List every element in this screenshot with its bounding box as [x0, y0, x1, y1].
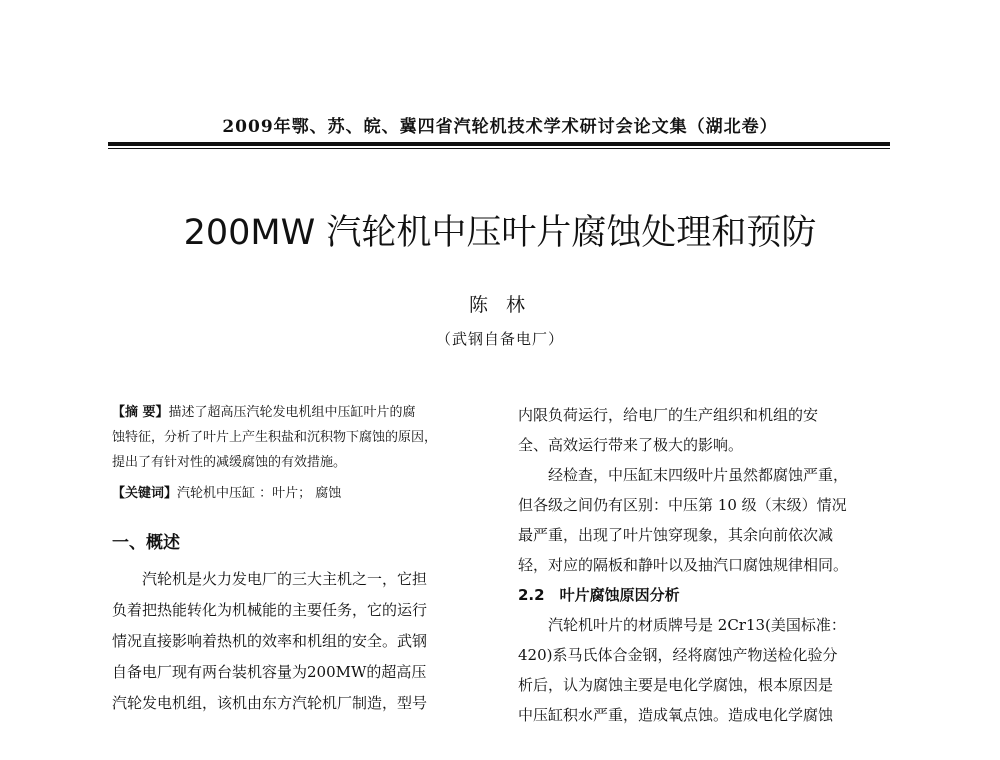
- paper-title: 200MW 汽轮机中压叶片腐蚀处理和预防: [183, 213, 817, 253]
- left-column: [112, 400, 492, 719]
- header-rule-thick: [108, 142, 890, 146]
- keywords-label: 【关键词】: [112, 486, 178, 501]
- body-line: 自备电厂现有两台装机容量为200MW的超高压: [112, 663, 427, 681]
- abstract-line: 蚀特征，分析了叶片上产生积盐和沉积物下腐蚀的原因，: [112, 430, 438, 445]
- subsection-heading: 2.2 叶片腐蚀原因分析: [518, 586, 680, 604]
- abstract-label: 【摘 要】: [112, 405, 169, 420]
- header-rule-thin: [108, 148, 890, 149]
- abstract-line: 提出了有针对性的减缓腐蚀的有效措施。: [112, 455, 347, 470]
- body-line: 但各级之间仍有区别：中压第 10 级（末级）情况: [518, 496, 847, 514]
- keywords-text: 汽轮机中压缸 ：叶片； 腐蚀: [177, 486, 342, 501]
- body-line: 全、高效运行带来了极大的影响。: [518, 436, 744, 454]
- body-line: 轻，对应的隔板和静叶以及抽汽口腐蚀规律相同。: [518, 556, 849, 574]
- body-line: 汽轮机是火力发电厂的三大主机之一，它担: [142, 570, 428, 588]
- body-line: 负着把热能转化为机械能的主要任务，它的运行: [112, 601, 428, 619]
- abstract-line: [112, 400, 492, 425]
- body-line: 内限负荷运行，给电厂的生产组织和机组的安: [518, 406, 819, 424]
- right-column: [518, 400, 890, 730]
- author-name: 陈 林: [468, 294, 532, 316]
- section-heading: 一、概述: [112, 533, 180, 553]
- keywords-line: [112, 481, 492, 506]
- body-line: 中压缸积水严重，造成氧点蚀。造成电化学腐蚀: [518, 706, 834, 724]
- body-line: 汽轮发电机组，该机由东方汽轮机厂制造，型号: [112, 694, 428, 712]
- body-line: 420)系马氏体合金钢，经将腐蚀产物送检化验分: [518, 646, 838, 664]
- author-affiliation: （武钢自备电厂）: [435, 330, 564, 348]
- body-line: 汽轮机叶片的材质牌号是 2Cr13(美国标准：: [548, 616, 846, 634]
- body-line: 析后，认为腐蚀主要是电化学腐蚀，根本原因是: [518, 676, 834, 694]
- body-line: 最严重，出现了叶片蚀穿现象，其余向前依次减: [518, 526, 834, 544]
- abstract-text: 描述了超高压汽轮发电机组中压缸叶片的腐: [168, 405, 416, 420]
- body-line: 经检查，中压缸末四级叶片虽然都腐蚀严重，: [548, 466, 849, 484]
- body-line: 情况直接影响着热机的效率和机组的安全。武钢: [112, 632, 428, 650]
- running-head: 2009年鄂、苏、皖、冀四省汽轮机技术学术研讨会论文集（湖北卷）: [222, 117, 778, 137]
